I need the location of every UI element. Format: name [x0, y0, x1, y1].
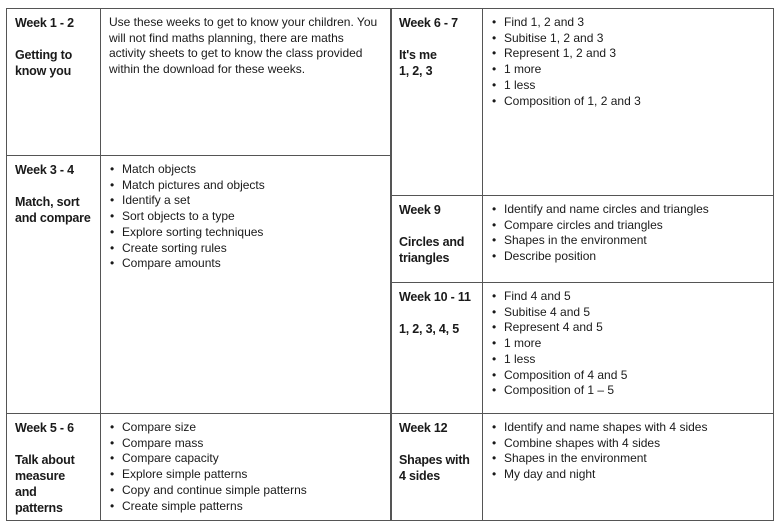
objective-list	[491, 202, 765, 265]
block-header	[391, 283, 483, 413]
list-item: • Compare circles and triangles	[491, 218, 765, 234]
list-item: • Composition of 4 and 5	[491, 368, 765, 384]
list-item: • Subitise 4 and 5	[491, 305, 765, 321]
list-item: • Composition of 1 – 5	[491, 383, 765, 399]
list-item: • Explore simple patterns	[109, 467, 383, 483]
list-item: • Compare capacity	[109, 451, 383, 467]
topic-title: Shapes with 4 sides	[399, 453, 470, 483]
week-label: Week 10 - 11	[399, 290, 471, 304]
left-column	[6, 8, 392, 521]
objective-list	[491, 15, 765, 109]
topic-title: Getting to know you	[15, 48, 73, 78]
list-item: • Identify and name shapes with 4 sides	[491, 420, 765, 436]
objective-list	[109, 162, 383, 272]
block-week-9	[391, 196, 773, 283]
objective-list	[491, 420, 765, 483]
list-item: • Describe position	[491, 249, 765, 265]
block-header	[7, 156, 101, 413]
objective-list	[491, 289, 765, 399]
topic-title: Circles and triangles	[399, 235, 465, 265]
list-item: • 1 more	[491, 336, 765, 352]
list-item: • Find 1, 2 and 3	[491, 15, 765, 31]
topic-title: Match, sort and compare	[15, 195, 91, 225]
list-item: • My day and night	[491, 467, 765, 483]
block-header	[391, 9, 483, 195]
list-item: • Copy and continue simple patterns	[109, 483, 383, 499]
list-item: • Identify and name circles and triangles	[491, 202, 765, 218]
block-body	[483, 196, 773, 282]
block-week-1-2	[7, 9, 391, 156]
block-body	[101, 156, 391, 413]
topic-title: It's me 1, 2, 3	[399, 48, 437, 78]
list-item: • Sort objects to a type	[109, 209, 383, 225]
list-item: • Identify a set	[109, 193, 383, 209]
list-item: • Match pictures and objects	[109, 178, 383, 194]
list-item: • Composition of 1, 2 and 3	[491, 94, 765, 110]
list-item: • Compare size	[109, 420, 383, 436]
block-header	[7, 414, 101, 520]
list-item: • Create simple patterns	[109, 499, 383, 515]
list-item: • 1 more	[491, 62, 765, 78]
block-week-10-11	[391, 283, 773, 414]
block-body	[483, 9, 773, 195]
list-item: • Match objects	[109, 162, 383, 178]
block-body	[483, 283, 773, 413]
block-header	[391, 196, 483, 282]
intro-text: Use these weeks to get to know your children. You will not find maths planning, there are maths activity sheets to get to know the class provided within the download for these weeks.	[109, 15, 378, 77]
block-week-6-7	[391, 9, 773, 196]
block-week-12	[391, 414, 773, 520]
list-item: • 1 less	[491, 352, 765, 368]
list-item: • Compare amounts	[109, 256, 383, 272]
block-header	[391, 414, 483, 520]
list-item: • Compare mass	[109, 436, 383, 452]
block-week-3-4	[7, 156, 391, 414]
list-item: • Explore sorting techniques	[109, 225, 383, 241]
week-label: Week 1 - 2	[15, 16, 74, 30]
block-body	[101, 414, 391, 520]
week-label: Week 6 - 7	[399, 16, 458, 30]
block-body	[483, 414, 773, 520]
list-item: • Create sorting rules	[109, 241, 383, 257]
week-label: Week 12	[399, 421, 448, 435]
right-column	[390, 8, 774, 521]
objective-list	[109, 420, 383, 514]
topic-title: 1, 2, 3, 4, 5	[399, 322, 459, 336]
week-label: Week 3 - 4	[15, 163, 74, 177]
list-item: • Combine shapes with 4 sides	[491, 436, 765, 452]
week-label: Week 5 - 6	[15, 421, 74, 435]
list-item: • 1 less	[491, 78, 765, 94]
list-item: • Shapes in the environment	[491, 451, 765, 467]
list-item: • Represent 4 and 5	[491, 320, 765, 336]
block-week-5-6	[7, 414, 391, 520]
list-item: • Find 4 and 5	[491, 289, 765, 305]
list-item: • Subitise 1, 2 and 3	[491, 31, 765, 47]
list-item: • Shapes in the environment	[491, 233, 765, 249]
block-body	[101, 9, 391, 155]
topic-title: Talk about measure and patterns	[15, 453, 75, 515]
list-item: • Represent 1, 2 and 3	[491, 46, 765, 62]
block-header	[7, 9, 101, 155]
week-label: Week 9	[399, 203, 441, 217]
